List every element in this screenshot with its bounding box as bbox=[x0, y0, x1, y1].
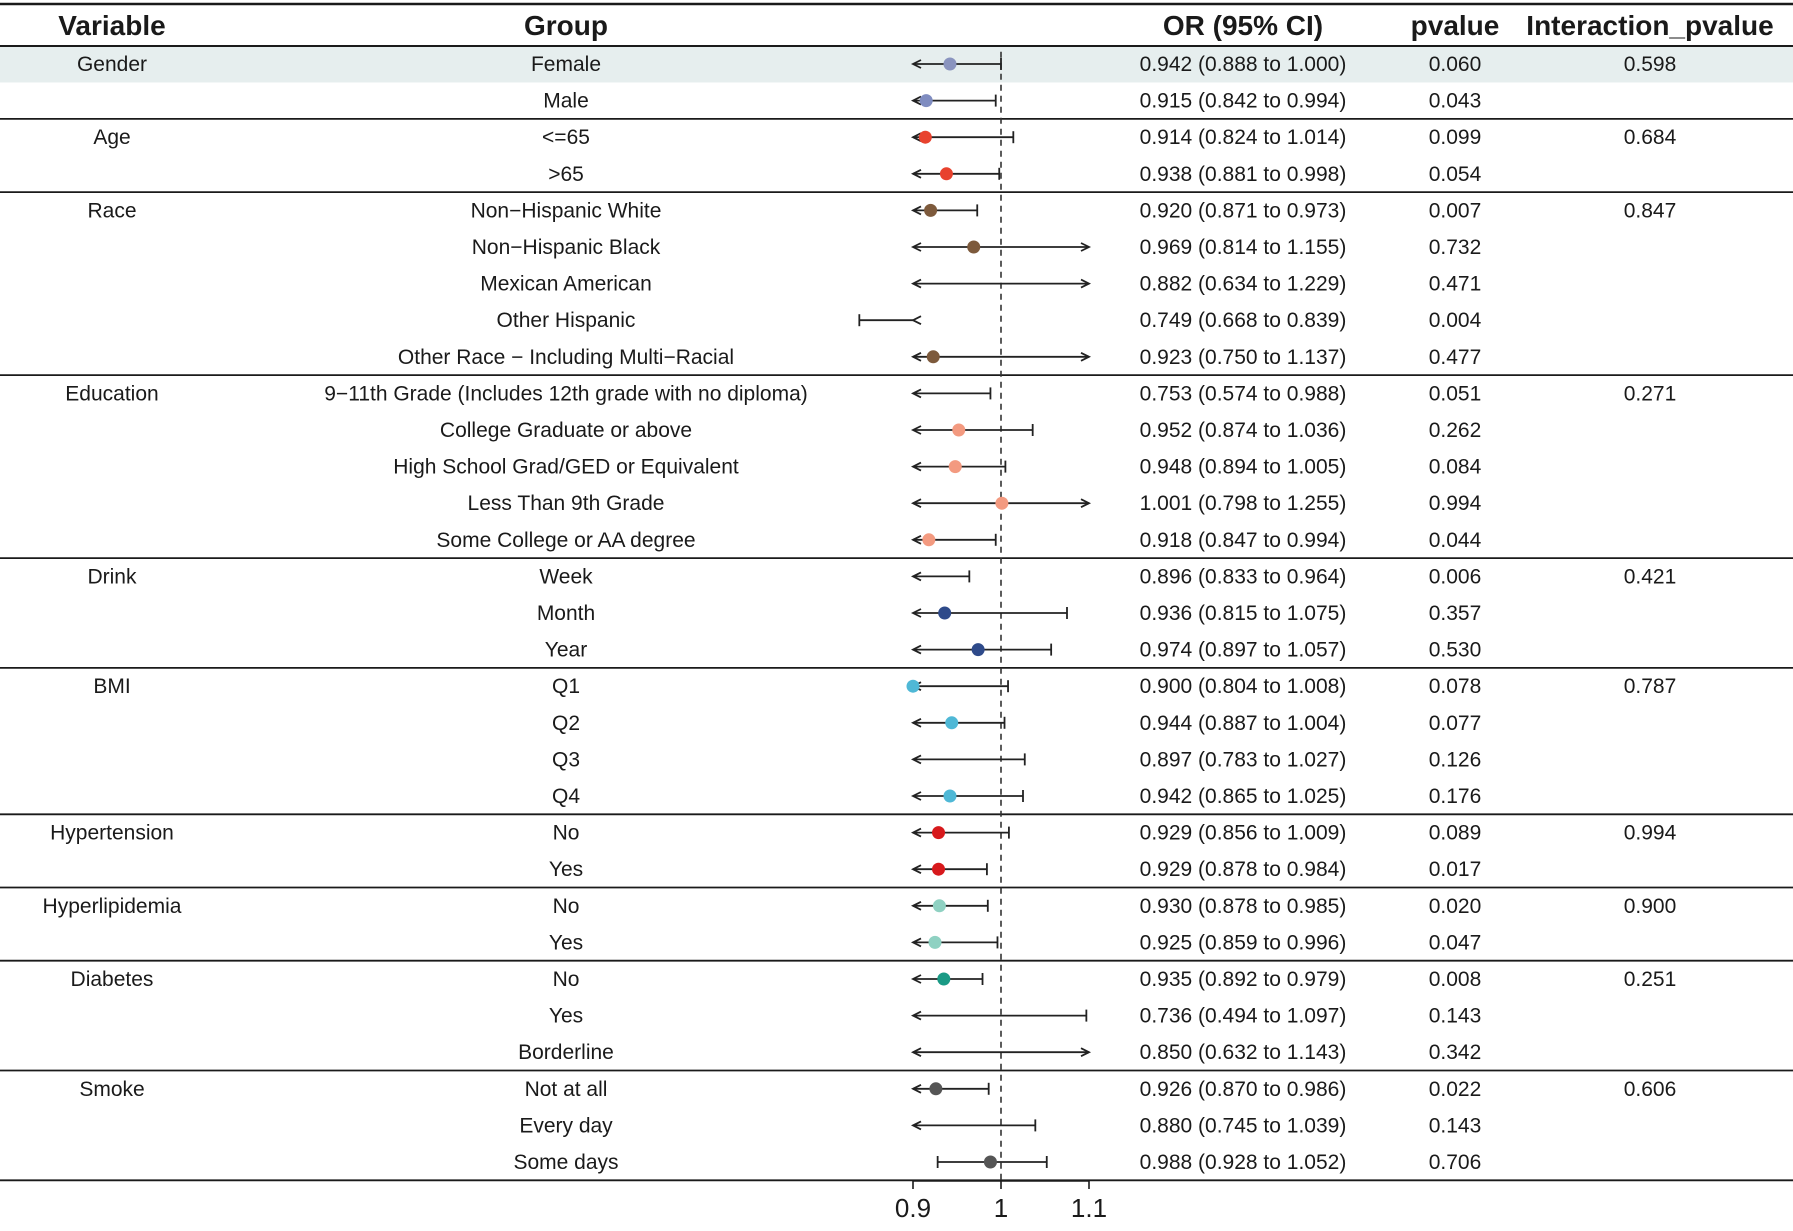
or-ci-value: 0.948 (0.894 to 1.005) bbox=[1139, 455, 1347, 479]
header-interaction: Interaction_pvalue bbox=[1526, 10, 1774, 41]
interaction-value: 0.787 bbox=[1623, 675, 1677, 699]
interaction-value: 0.271 bbox=[1623, 382, 1677, 406]
or-ci-value: 0.918 (0.847 to 0.994) bbox=[1139, 528, 1347, 552]
table-row bbox=[513, 1151, 1481, 1174]
pvalue-value: 0.176 bbox=[1428, 785, 1482, 808]
pvalue-value: 0.262 bbox=[1428, 419, 1482, 442]
table-row bbox=[87, 199, 1676, 222]
pvalue-value: 0.008 bbox=[1428, 968, 1482, 991]
group-label: Some College or AA degree bbox=[436, 528, 696, 552]
or-point bbox=[943, 58, 956, 71]
or-ci-value: 0.942 (0.865 to 1.025) bbox=[1139, 785, 1347, 808]
or-ci-value: 0.930 (0.878 to 0.985) bbox=[1139, 894, 1347, 918]
interaction-value: 0.684 bbox=[1623, 126, 1677, 150]
or-point bbox=[945, 716, 958, 729]
or-point bbox=[949, 460, 962, 473]
group-label: Borderline bbox=[518, 1041, 614, 1065]
table-row bbox=[79, 1078, 1676, 1101]
table-row bbox=[543, 90, 1481, 113]
table-row bbox=[436, 529, 1481, 552]
table-row bbox=[537, 602, 1481, 625]
table-row bbox=[398, 346, 1481, 369]
or-ci-value: 0.920 (0.871 to 0.973) bbox=[1139, 199, 1347, 223]
or-ci-value: 0.936 (0.815 to 1.075) bbox=[1139, 602, 1347, 625]
variable-label: Drink bbox=[87, 565, 137, 589]
pvalue-value: 0.004 bbox=[1428, 309, 1482, 333]
pvalue-value: 0.020 bbox=[1428, 894, 1482, 918]
x-tick-label: 1.1 bbox=[1070, 1193, 1108, 1223]
or-ci-value: 0.736 (0.494 to 1.097) bbox=[1139, 1004, 1347, 1028]
or-point bbox=[972, 643, 985, 656]
group-label: No bbox=[552, 894, 580, 918]
table-row bbox=[71, 968, 1677, 991]
group-label: Yes bbox=[548, 931, 584, 955]
or-point bbox=[995, 497, 1008, 510]
pvalue-value: 0.357 bbox=[1428, 602, 1482, 625]
variable-label: Hyperlipidemia bbox=[42, 894, 182, 918]
x-tick-label: 0.9 bbox=[894, 1193, 932, 1223]
pvalue-value: 0.471 bbox=[1428, 272, 1482, 296]
group-label: Non−Hispanic White bbox=[470, 199, 662, 223]
group-label: Yes bbox=[548, 858, 584, 882]
variable-label: Diabetes bbox=[70, 968, 154, 991]
table-row bbox=[93, 126, 1676, 149]
variable-label: Hypertension bbox=[50, 821, 174, 845]
table-row bbox=[518, 1041, 1481, 1064]
or-ci-value: 0.974 (0.897 to 1.057) bbox=[1139, 638, 1347, 662]
group-label: Less Than 9th Grade bbox=[467, 492, 665, 516]
or-ci-value: 0.925 (0.859 to 0.996) bbox=[1139, 931, 1347, 955]
interaction-value: 0.251 bbox=[1623, 968, 1677, 991]
group-label: High School Grad/GED or Equivalent bbox=[393, 455, 739, 479]
or-point bbox=[924, 204, 937, 217]
group-label: >65 bbox=[548, 162, 584, 186]
or-point bbox=[929, 936, 942, 949]
pvalue-value: 0.060 bbox=[1428, 53, 1482, 76]
pvalue-value: 0.732 bbox=[1428, 236, 1482, 259]
variable-label: Smoke bbox=[79, 1077, 145, 1101]
or-ci-value: 0.942 (0.888 to 1.000) bbox=[1139, 53, 1347, 76]
or-ci-value: 0.929 (0.878 to 0.984) bbox=[1139, 858, 1347, 882]
table-row bbox=[393, 456, 1481, 479]
pvalue-value: 0.044 bbox=[1428, 528, 1482, 552]
or-point bbox=[932, 863, 945, 876]
pvalue-value: 0.994 bbox=[1428, 492, 1482, 516]
group-label: No bbox=[552, 968, 580, 991]
or-point bbox=[907, 680, 920, 693]
interaction-value: 0.847 bbox=[1623, 199, 1677, 223]
pvalue-value: 0.530 bbox=[1428, 638, 1482, 662]
or-ci-value: 0.914 (0.824 to 1.014) bbox=[1139, 126, 1347, 150]
pvalue-value: 0.477 bbox=[1428, 345, 1482, 369]
pvalue-value: 0.077 bbox=[1428, 711, 1482, 735]
or-ci-value: 1.001 (0.798 to 1.255) bbox=[1139, 492, 1347, 516]
pvalue-value: 0.017 bbox=[1428, 858, 1482, 882]
group-label: Not at all bbox=[524, 1077, 608, 1101]
or-ci-value: 0.897 (0.783 to 1.027) bbox=[1139, 748, 1347, 772]
or-ci-value: 0.988 (0.928 to 1.052) bbox=[1139, 1151, 1347, 1174]
or-ci-value: 0.749 (0.668 to 0.839) bbox=[1139, 309, 1347, 333]
table-row bbox=[497, 309, 1482, 332]
variable-label: Age bbox=[93, 126, 131, 150]
pvalue-value: 0.043 bbox=[1428, 89, 1482, 113]
pvalue-value: 0.051 bbox=[1428, 382, 1482, 406]
or-ci-value: 0.753 (0.574 to 0.988) bbox=[1139, 382, 1347, 406]
table-row bbox=[93, 675, 1676, 698]
or-point bbox=[984, 1156, 997, 1169]
group-label: Month bbox=[536, 602, 596, 625]
pvalue-value: 0.706 bbox=[1428, 1151, 1482, 1174]
variable-label: Race bbox=[87, 199, 137, 223]
pvalue-value: 0.006 bbox=[1428, 565, 1482, 589]
variable-label: Gender bbox=[76, 53, 148, 76]
pvalue-value: 0.089 bbox=[1428, 821, 1482, 845]
group-label: Non−Hispanic Black bbox=[471, 236, 661, 259]
pvalue-value: 0.078 bbox=[1428, 675, 1482, 699]
group-label: Q4 bbox=[551, 785, 581, 808]
or-point bbox=[922, 533, 935, 546]
or-point bbox=[919, 131, 932, 144]
table-row bbox=[552, 712, 1481, 735]
or-ci-value: 0.880 (0.745 to 1.039) bbox=[1139, 1114, 1347, 1138]
or-point bbox=[940, 167, 953, 180]
pvalue-value: 0.143 bbox=[1428, 1114, 1482, 1138]
pvalue-value: 0.099 bbox=[1428, 126, 1482, 150]
group-label: Year bbox=[544, 638, 588, 662]
group-label: College Graduate or above bbox=[439, 419, 693, 442]
table-rows bbox=[43, 53, 1677, 1174]
row-bands bbox=[0, 46, 1793, 83]
pvalue-value: 0.342 bbox=[1428, 1041, 1482, 1065]
or-point bbox=[938, 607, 951, 620]
x-tick-label: 1 bbox=[993, 1193, 1009, 1223]
header-variable: Variable bbox=[58, 10, 166, 41]
or-ci-value: 0.929 (0.856 to 1.009) bbox=[1139, 821, 1347, 845]
or-ci-value: 0.850 (0.632 to 1.143) bbox=[1139, 1041, 1347, 1065]
pvalue-value: 0.022 bbox=[1428, 1077, 1482, 1101]
group-rules bbox=[0, 4, 1793, 1180]
or-point bbox=[920, 94, 933, 107]
or-point bbox=[927, 350, 940, 363]
or-ci-value: 0.935 (0.892 to 0.979) bbox=[1139, 968, 1347, 991]
table-row bbox=[65, 382, 1676, 405]
or-ci-value: 0.915 (0.842 to 0.994) bbox=[1139, 89, 1347, 113]
table-row bbox=[549, 931, 1481, 954]
group-label: Other Race − Including Multi−Racial bbox=[397, 345, 735, 369]
table-row bbox=[548, 163, 1481, 186]
row-band bbox=[0, 46, 1793, 83]
or-ci-value: 0.882 (0.634 to 1.229) bbox=[1139, 272, 1347, 296]
or-point bbox=[937, 973, 950, 986]
header-or-ci: OR (95% CI) bbox=[1162, 10, 1324, 41]
pvalue-value: 0.054 bbox=[1428, 162, 1482, 186]
or-ci-value: 0.923 (0.750 to 1.137) bbox=[1139, 345, 1347, 369]
pvalue-value: 0.084 bbox=[1428, 455, 1482, 479]
table-row bbox=[50, 822, 1676, 845]
x-axis bbox=[895, 1181, 1107, 1223]
table-row bbox=[552, 748, 1481, 771]
group-label: Q3 bbox=[551, 748, 581, 772]
or-point bbox=[967, 241, 980, 254]
table-row bbox=[472, 236, 1482, 259]
variable-label: Education bbox=[65, 382, 159, 406]
or-ci-value: 0.938 (0.881 to 0.998) bbox=[1139, 162, 1347, 186]
group-label: 9−11th Grade (Includes 12th grade with no diploma) bbox=[324, 382, 808, 406]
group-label: Female bbox=[530, 53, 602, 76]
header-group: Group bbox=[524, 10, 608, 41]
interaction-value: 0.421 bbox=[1623, 565, 1677, 589]
group-label: Other Hispanic bbox=[496, 309, 636, 333]
group-label: Q2 bbox=[551, 711, 581, 735]
or-point bbox=[932, 826, 945, 839]
table-row bbox=[43, 895, 1677, 918]
or-point bbox=[943, 790, 956, 803]
variable-label: BMI bbox=[93, 675, 131, 699]
interaction-value: 0.606 bbox=[1623, 1077, 1677, 1101]
group-label: No bbox=[552, 821, 580, 845]
group-label: Q1 bbox=[551, 675, 581, 699]
table-row bbox=[468, 492, 1482, 515]
or-point bbox=[929, 1082, 942, 1095]
or-point bbox=[933, 899, 946, 912]
pvalue-value: 0.047 bbox=[1428, 931, 1482, 955]
group-label: Mexican American bbox=[480, 272, 652, 296]
pvalue-value: 0.126 bbox=[1428, 748, 1482, 772]
header-pvalue: pvalue bbox=[1410, 10, 1500, 41]
table-row bbox=[552, 785, 1481, 808]
or-point bbox=[952, 424, 965, 437]
ci-arrow-left bbox=[913, 316, 921, 324]
or-ci-value: 0.944 (0.887 to 1.004) bbox=[1139, 711, 1347, 735]
or-ci-value: 0.952 (0.874 to 1.036) bbox=[1139, 419, 1347, 442]
table-row bbox=[440, 419, 1481, 442]
interaction-value: 0.900 bbox=[1623, 894, 1677, 918]
interaction-value: 0.598 bbox=[1623, 53, 1677, 76]
group-label: Male bbox=[543, 89, 589, 113]
table-header bbox=[58, 10, 1773, 41]
group-label: Some days bbox=[513, 1151, 619, 1174]
table-row bbox=[549, 858, 1481, 881]
group-label: Week bbox=[539, 565, 593, 589]
or-ci-value: 0.896 (0.833 to 0.964) bbox=[1139, 565, 1347, 589]
table-row bbox=[545, 639, 1482, 662]
group-label: Every day bbox=[519, 1114, 613, 1138]
or-ci-value: 0.900 (0.804 to 1.008) bbox=[1139, 675, 1347, 699]
or-ci-value: 0.969 (0.814 to 1.155) bbox=[1139, 236, 1347, 259]
interaction-value: 0.994 bbox=[1623, 821, 1677, 845]
table-row bbox=[549, 1005, 1481, 1028]
or-ci-value: 0.926 (0.870 to 0.986) bbox=[1139, 1077, 1347, 1101]
group-label: <=65 bbox=[542, 126, 590, 150]
table-row bbox=[87, 565, 1676, 588]
group-label: Yes bbox=[548, 1004, 584, 1028]
pvalue-value: 0.007 bbox=[1428, 199, 1482, 223]
pvalue-value: 0.143 bbox=[1428, 1004, 1482, 1028]
table-row bbox=[480, 273, 1481, 296]
